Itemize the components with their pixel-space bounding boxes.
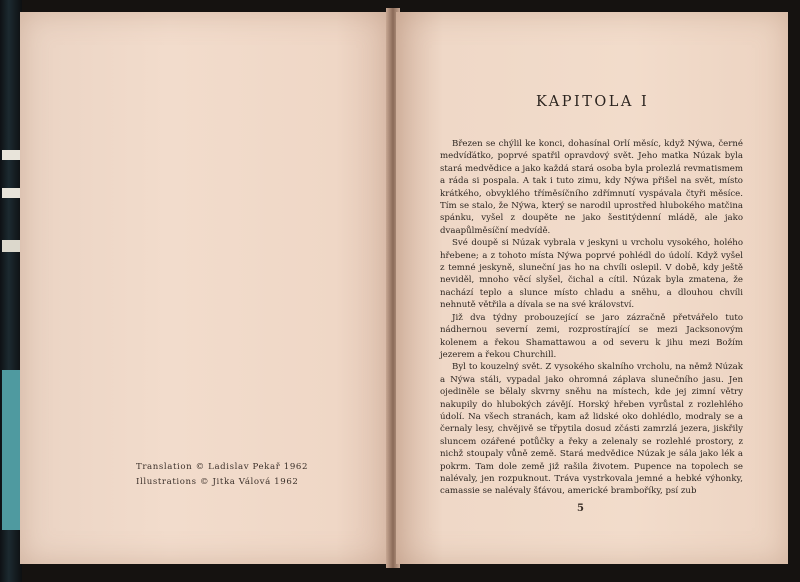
right-page xyxy=(396,12,788,564)
paragraph: Byl to kouzelný svět. Z vysokého skalního vrcholu, na němž Núzak a Nýwa stáli, vypadal jako ohromná záplava slunečního jasu. Jen ojediněle se bělaly skvrny sněhu na místech, kde jej zimní větry nakupily do hlubokých závějí. Horský hřeben vyrůstal z rozlehlého údolí. Na všech stranách, kam až lidské oko dohlédlo, modraly se a černaly lesy, chvějivě se třpytila dosud zčásti zamrzlá jezera, jiskřily sluncem ozářené potůčky a řeky a zelenaly se rozlehlé prostory, z nichž stoupaly vůně země. Stará medvědice Núzak je sála jako lék a pokrm. Tam dole země již rašila životem. Pupence na topolech se nalévaly, jen rozpuknout. Tráva vystrkovala jemné a hebké výhonky, camassie se nalévaly šťávou, americké bramboříky, psí zub xyxy=(440,362,743,497)
cover-stripe xyxy=(2,150,20,160)
copyright-credits xyxy=(136,460,346,490)
chapter-title: KAPITOLA I xyxy=(536,94,650,110)
page-number: 5 xyxy=(577,503,584,514)
cover-stripe xyxy=(2,188,20,198)
translation-credit: Translation © Ladislav Pekař 1962 xyxy=(136,462,309,472)
body-text xyxy=(440,138,743,498)
book-cover-edge xyxy=(0,0,22,582)
cover-stripe xyxy=(2,240,20,252)
paragraph: Březen se chýlil ke konci, dohasínal Orlí měsíc, když Nýwa, černé medvíďátko, poprvé spatřil opravdový svět. Jeho matka Núzak byla stará medvědice a jako každá stará osoba byla prolezlá revmatismem a ráda si pospala. A tak i tuto zimu, kdy Nýwa přišel na svět, místo krátkého, obvyklého tříměsíčního zdřímnutí vyspávala čtyři měsíce. Tím se stalo, že Nýwa, který se narodil uprostřed hlubokého matčina spánku, vyšel z doupěte ne jako šestitýdenní mládě, ale jako dvaapůlměsíční medvídě. xyxy=(440,139,743,236)
illustrations-credit: Illustrations © Jitka Válová 1962 xyxy=(136,477,299,487)
paragraph: Již dva týdny probouzející se jaro zázračně přetvářelo tuto nádhernou severní zemi, rozprostírající se mezi Jacksonovým kolenem a řekou Shamattawou a od severu k jihu mezi Božím jezerem a řekou Churchill. xyxy=(440,312,743,360)
cover-teal-band xyxy=(2,370,20,530)
paragraph: Své doupě si Núzak vybrala v jeskyni u vrcholu vysokého, holého hřebene; a z tohoto místa Nýwa poprvé pohlédl do údolí. Když vyšel z temné jeskyně, sluneční jas ho na chvíli oslepil. V době, kdy ještě neviděl, mnoho věcí slyšel, čichal a cítil. Núzak byla zmatena, že nachází teplo a slunce místo chladu a sněhu, a dlouhou chvíli nehnutě větřila a dívala se na své království. xyxy=(440,238,743,311)
left-page xyxy=(20,12,392,564)
